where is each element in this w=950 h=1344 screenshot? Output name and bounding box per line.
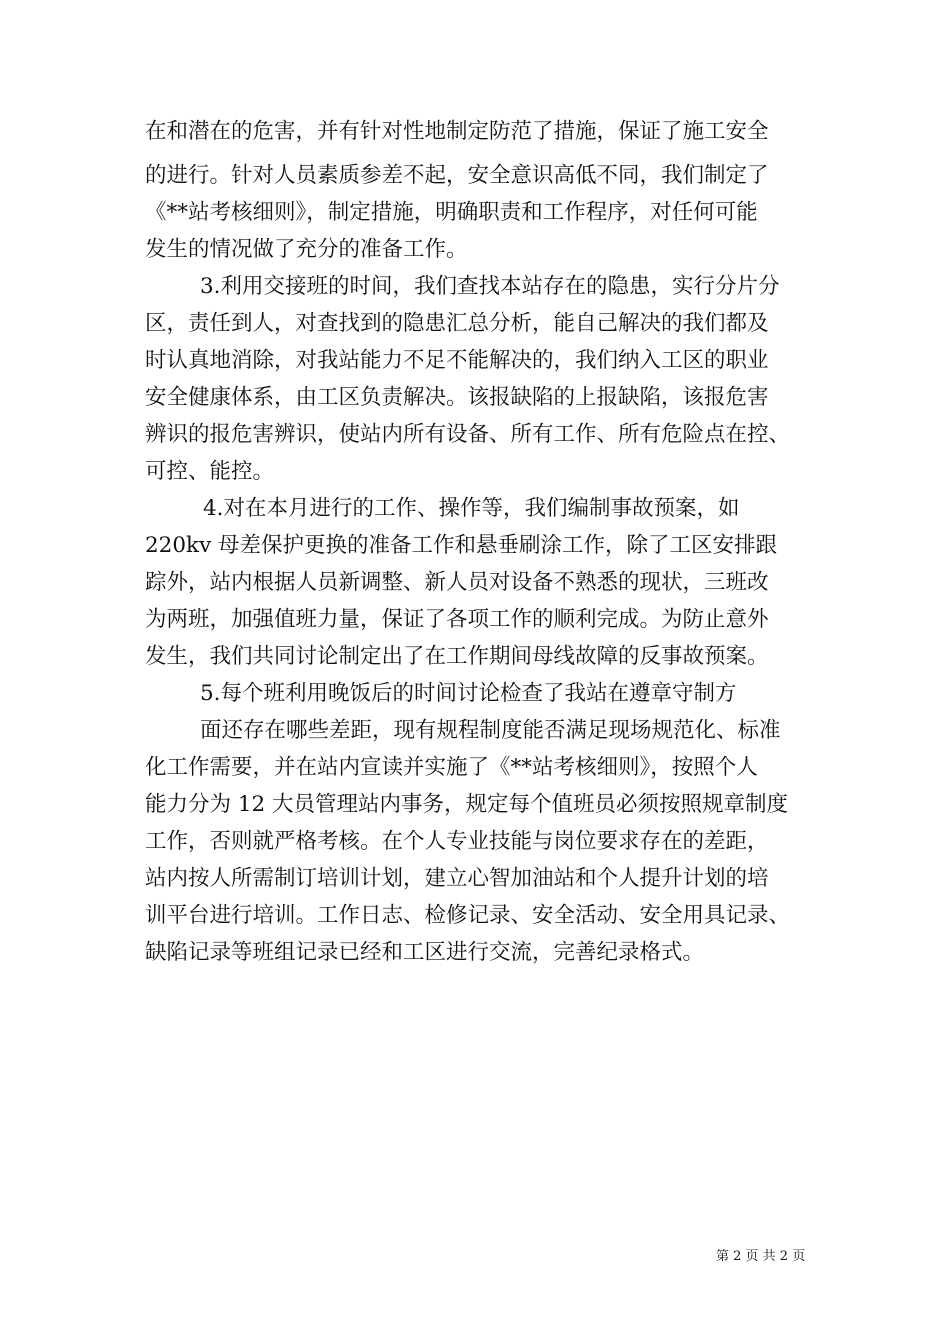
text-line: 发生，我们共同讨论制定出了在工作期间母线故障的反事故预案。: [145, 644, 769, 669]
text-line: 在和潜在的危害，并有针对性地制定防范了措施，保证了施工安全: [145, 119, 769, 144]
text-line: 工作，否则就严格考核。在个人专业技能与岗位要求存在的差距，: [145, 829, 769, 854]
text-line: 发生的情况做了充分的准备工作。: [145, 237, 468, 262]
paragraph-3-start: 3.利用交接班的时间，我们查找本站存在的隐患，实行分片分: [200, 274, 780, 299]
text-line: 能力分为 12 大员管理站内事务，规定每个值班员必须按照规章制度: [145, 792, 789, 817]
text-line: 时认真地消除，对我站能力不足不能解决的，我们纳入工区的职业: [145, 348, 769, 373]
text-line: 缺陷记录等班组记录已经和工区进行交流，完善纪录格式。: [145, 940, 705, 965]
text-line: 220kv 母差保护更换的准备工作和悬垂刷涂工作，除了工区安排跟: [145, 533, 778, 558]
text-line: 为两班，加强值班力量，保证了各项工作的顺利完成。为防止意外: [145, 607, 769, 632]
text-line: 辨识的报危害辨识，使站内所有设备、所有工作、所有危险点在控、: [145, 422, 791, 447]
text-line: 训平台进行培训。工作日志、检修记录、安全活动、安全用具记录、: [145, 903, 791, 928]
paragraph-5-start: 5.每个班利用晚饭后的时间讨论检查了我站在遵章守制方: [200, 681, 737, 706]
text-line: 安全健康体系，由工区负责解决。该报缺陷的上报缺陷，该报危害: [145, 385, 769, 410]
text-line: 《**站考核细则》，制定措施，明确职责和工作程序，对任何可能: [145, 200, 758, 225]
text-line: 区，责任到人，对查找到的隐患汇总分析，能自己解决的我们都及: [145, 311, 769, 336]
text-line: 站内按人所需制订培训计划，建立心智加油站和个人提升计划的培: [145, 866, 769, 891]
text-line: 面还存在哪些差距，现有规程制度能否满足现场规范化、标准: [200, 718, 781, 743]
text-line: 踪外，站内根据人员新调整、新人员对设备不熟悉的现状，三班改: [145, 570, 769, 595]
paragraph-4-start: 4.对在本月进行的工作、操作等，我们编制事故预案，如: [203, 496, 740, 521]
page-number-footer: 第 2 页 共 2 页: [716, 1249, 806, 1264]
text-line: 的进行。针对人员素质参差不起，安全意识高低不同，我们制定了: [145, 163, 769, 188]
text-line: 化工作需要，并在站内宣读并实施了《**站考核细则》，按照个人: [145, 755, 758, 780]
text-line: 可控、能控。: [145, 459, 275, 484]
